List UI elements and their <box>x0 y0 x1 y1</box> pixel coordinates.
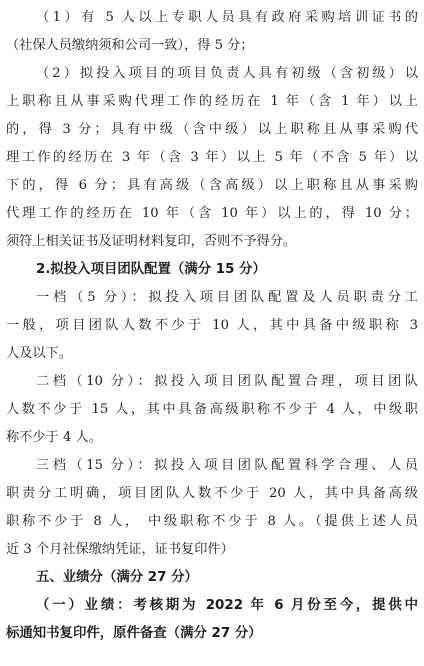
paragraph-line: 人及以下。 <box>6 346 72 361</box>
section-heading: 五、业绩分（满分 27 分） <box>36 570 198 585</box>
section-heading: 2.拟投入项目团队配置（满分 15 分） <box>36 262 266 277</box>
paragraph-line: 理工作的经历在 3 年（含 3 年）以上 5 年（不含 5 年）以 <box>6 150 418 165</box>
paragraph-line: （2）拟投入项目的项目负责人具有初级（含初级）以 <box>36 66 418 81</box>
paragraph-line: 三档（15 分）：拟投入项目团队配置科学合理、人员 <box>36 458 418 473</box>
paragraph-line: （1）有 5 人以上专职人员具有政府采购培训证书的 <box>36 10 418 25</box>
paragraph-line: 下的，得 6 分；具有高级（含高级）以上职称且从事采购 <box>6 178 418 193</box>
paragraph-line: 一般，项目团队人数不少于 10 人，其中具备中级职称 3 <box>6 318 418 333</box>
paragraph-line: 须符上相关证书及证明材料复印，否则不予得分。 <box>6 234 297 249</box>
paragraph-line: 人数不少于 15 人，其中具备高级职称不少于 4 人，中级职 <box>6 402 418 417</box>
paragraph-line: 近 3 个月社保缴纳凭证，证书复印件） <box>6 542 234 557</box>
paragraph-line: 上职称且从事采购代理工作的经历在 1 年（含 1 年）以上 <box>6 94 418 109</box>
subsection-heading: 标通知书复印件，原件备查（满分 27 分） <box>6 626 262 641</box>
paragraph-line: 的，得 3 分；具有中级（含中级）以上职称且从事采购代 <box>6 122 418 137</box>
paragraph-line: 职责分工明确，项目团队人数不少于 20 人，其中具备高级 <box>6 486 418 501</box>
paragraph-line: 二档（10 分）：拟投入项目团队配置合理，项目团队 <box>36 374 418 389</box>
paragraph-line: 一档（5 分）：拟投入项目团队配置及人员职责分工 <box>36 290 418 305</box>
subsection-heading: （一）业绩：考核期为 2022 年 6 月份至今，提供中 <box>36 598 418 613</box>
paragraph-line: （社保人员缴纳须和公司一致），得 5 分； <box>6 38 254 53</box>
paragraph-line: 代理工作的经历在 10 年（含 10 年）以上的，得 10 分； <box>6 206 418 221</box>
paragraph-line: 称不少于 4 人。 <box>6 430 102 445</box>
paragraph-line: 职称不少于 8 人， 中级职称不少于 8 人。（提供上述人员 <box>6 514 418 529</box>
